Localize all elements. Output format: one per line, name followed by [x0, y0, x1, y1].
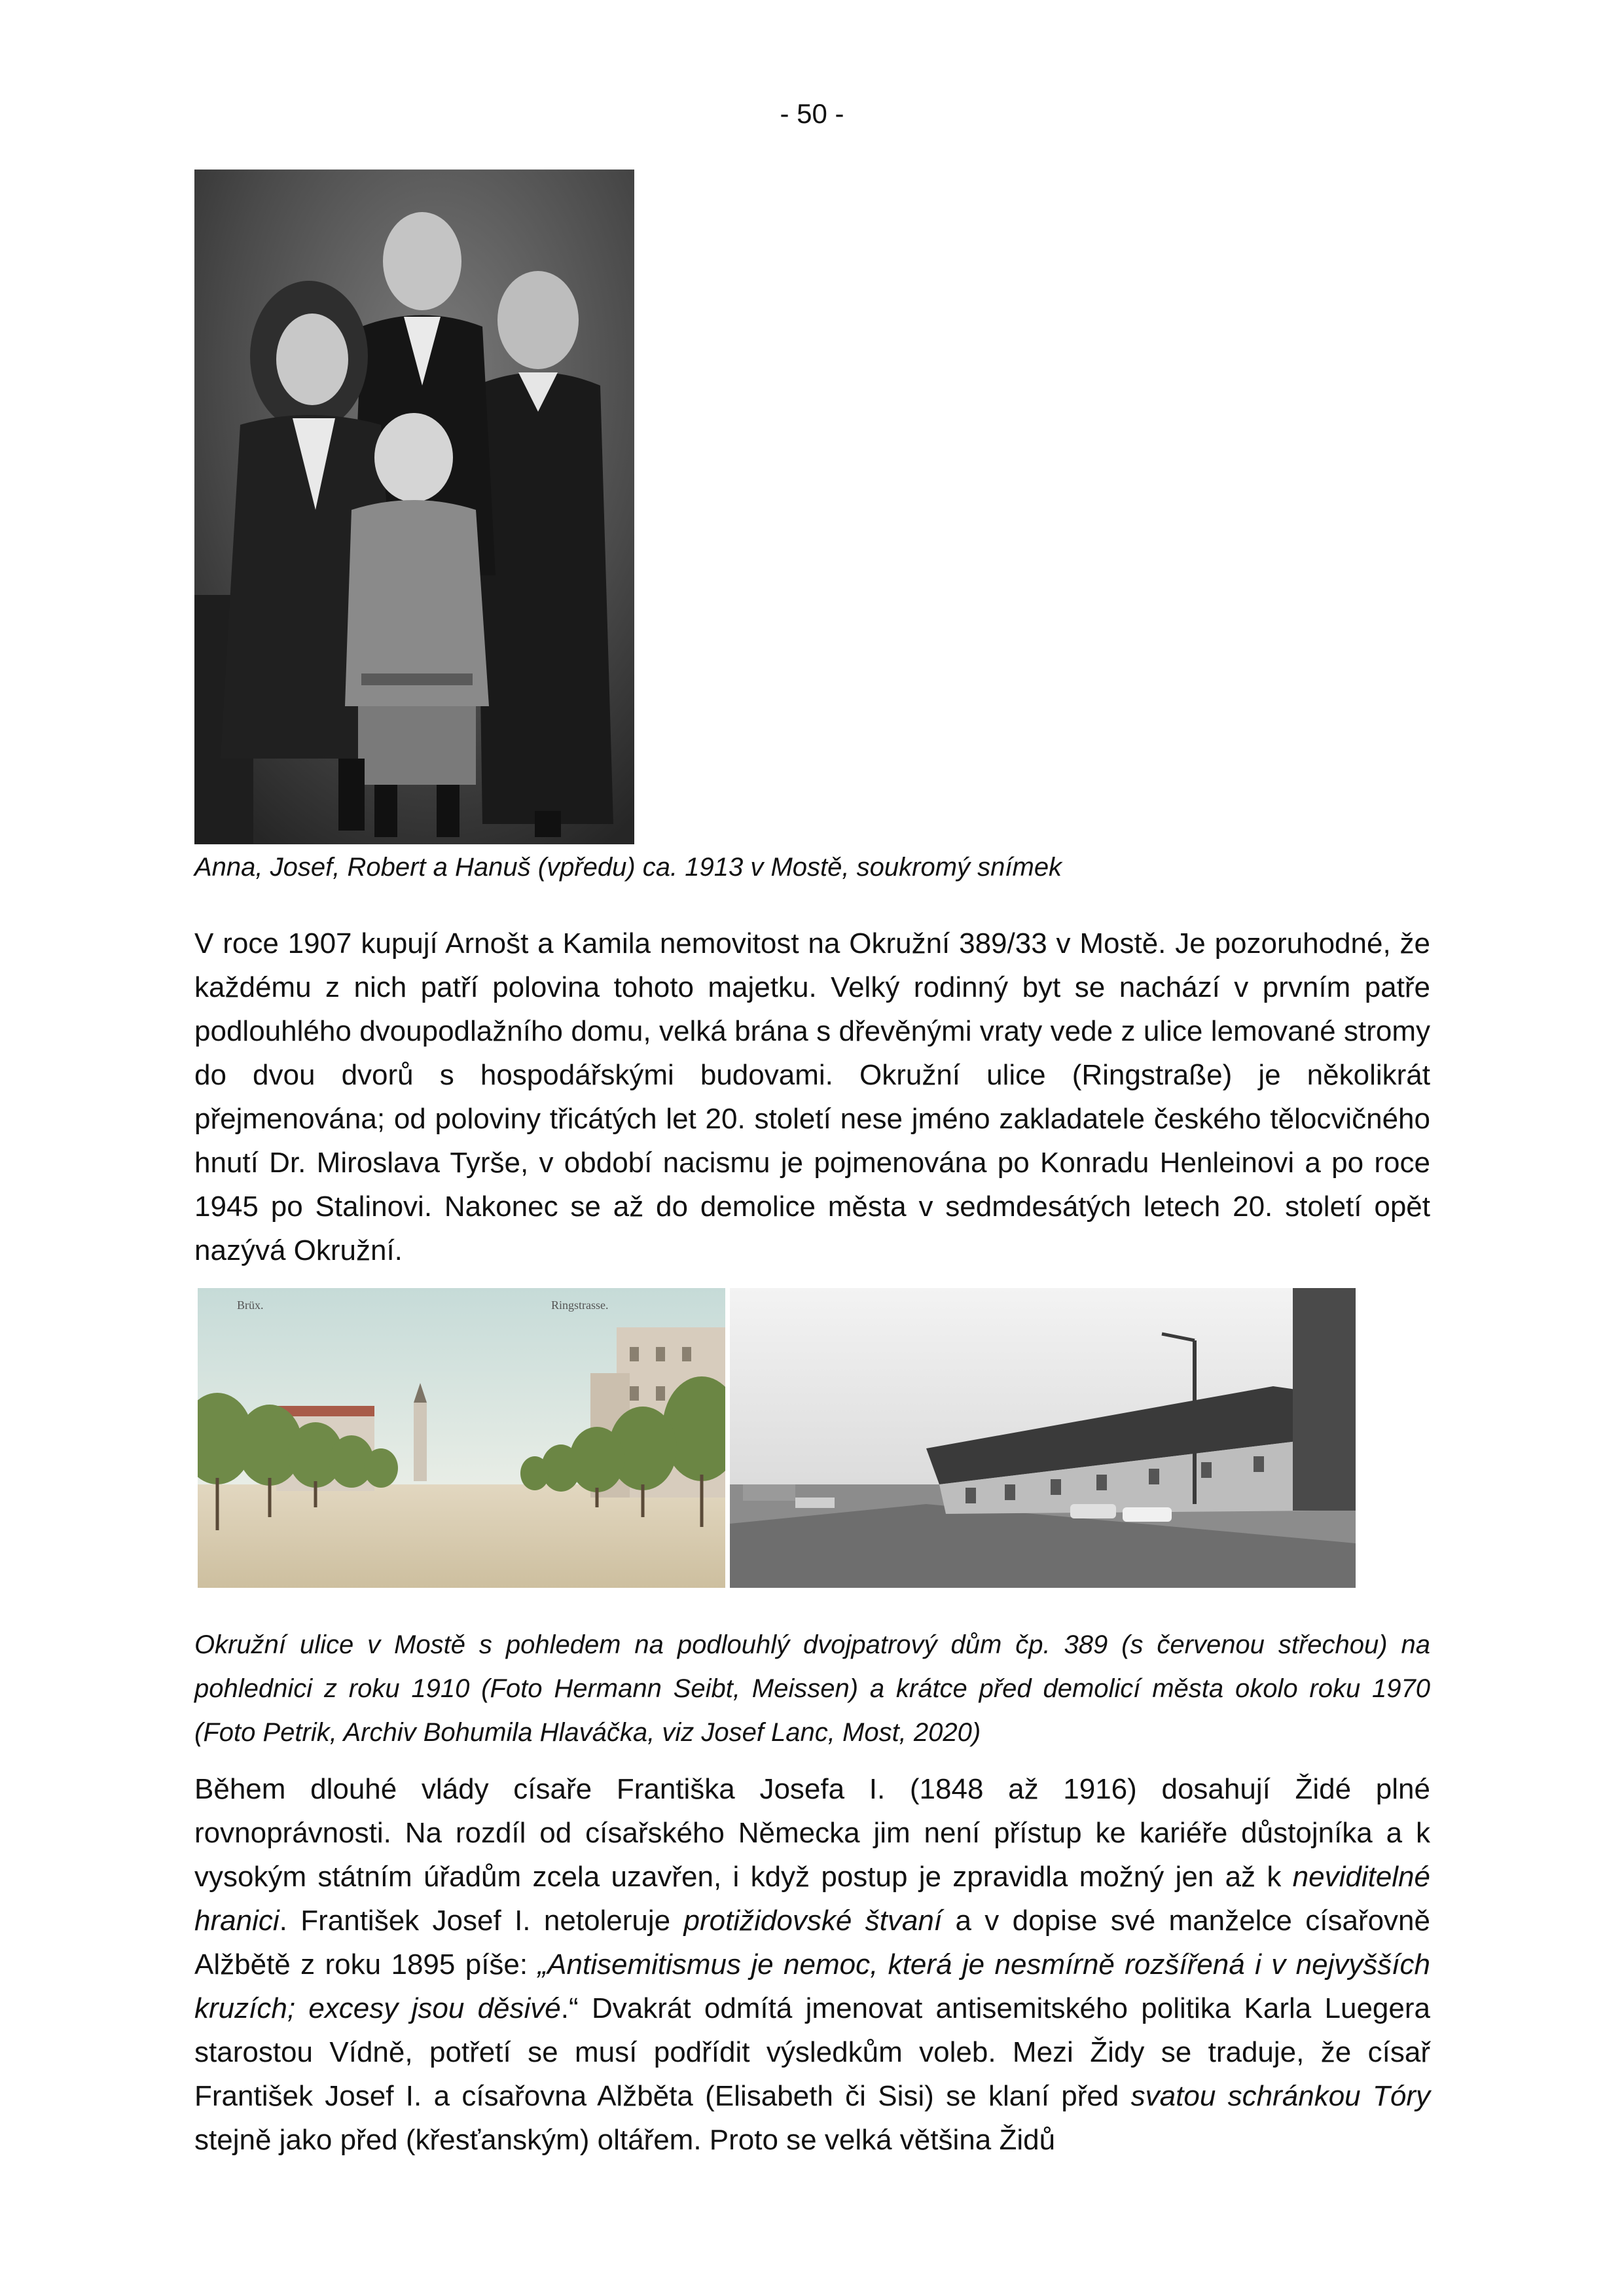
paragraph-2-text-2: . František Josef I. netoleruje [279, 1905, 684, 1937]
paragraph-2-italic-4: svatou schránkou Tóry [1130, 2080, 1430, 2112]
paragraph-2-text-5: stejně jako před (křesťanským) oltářem. Proto se velká většina Židů [194, 2124, 1056, 2156]
paragraph-2-italic-2: protižidovské štvaní [683, 1905, 943, 1937]
postcard-label-left: Brüx. [237, 1299, 264, 1312]
paragraph-2-quote: „Antisemitismus je nemoc, která je nesmírně rozšířená i v nejvyšších kruzích; excesy jsou děsivé [194, 1948, 1431, 2024]
paragraph-2-text-4: .“ Dvakrát odmítá jmenovat antisemitského politika Karla Luegera starostou Vídně, potřetí se musí podřídit výsledkům voleb. Mezi Židy se traduje, že císař František Josef I. a císařovna Alžběta (Elisabeth či Sisi) se klaní před [194, 1992, 1430, 2112]
family-photo [194, 170, 634, 844]
postcard-photo [198, 1288, 725, 1588]
figure1-caption: Anna, Josef, Robert a Hanuš (vpředu) ca. 1913 v Mostě, soukromý snímek [194, 853, 1062, 882]
paragraph-2-text-3: a v dopise své manželce císařovně Alžbětě z roku 1895 píše: [194, 1905, 1430, 1981]
page-number: - 50 - [780, 98, 844, 129]
figure2-caption: Okružní ulice v Mostě s pohledem na podlouhlý dvojpatrový dům čp. 389 (s červenou střechou) na pohlednici z roku 1910 (Foto Hermann Seibt, Meissen) a krátce před demolicí města okolo roku 1970 (Foto Petrik, Archiv Bohumila Hlaváčka, viz Josef Lanc, Most, 2020) [194, 1630, 1430, 1747]
street-photo-1970 [730, 1288, 1356, 1588]
paragraph-2 [194, 1767, 1430, 2162]
paragraph-1: V roce 1907 kupují Arnošt a Kamila nemovitost na Okružní 389/33 v Mostě. Je pozoruhodné, že každému z nich patří polovina tohoto majetku. Velký rodinný byt se nachází v prvním patře podlouhlého dvoupodlažního domu, velká brána s dřevěnými vraty vede z ulice lemované stromy do dvou dvorů s hospodářskými budovami. Okružní ulice (Ringstraße) je několikrát přejmenována; od poloviny třicátých let 20. století nese jméno zakladatele českého tělocvičného hnutí Dr. Miroslava Tyrše, v období nacismu je pojmenována po Konradu Henleinovi a po roce 1945 po Stalinovi. Nakonec se až do demolice města v sedmdesátých letech 20. století opět nazývá Okružní. [194, 927, 1430, 1266]
paragraph-2-text-1: Během dlouhé vlády císaře Františka Josefa I. (1848 až 1916) dosahují Židé plné rovnoprávnosti. Na rozdíl od císařského Německa jim není přístup ke kariéře důstojníka a k vysokým státním úřadům zcela uzavřen, i když postup je zpravidla možný jen až k [194, 1773, 1430, 1893]
postcard-label-right: Ringstrasse. [551, 1299, 609, 1312]
paragraph-2-italic-1: neviditelné hranici [194, 1861, 1430, 1937]
